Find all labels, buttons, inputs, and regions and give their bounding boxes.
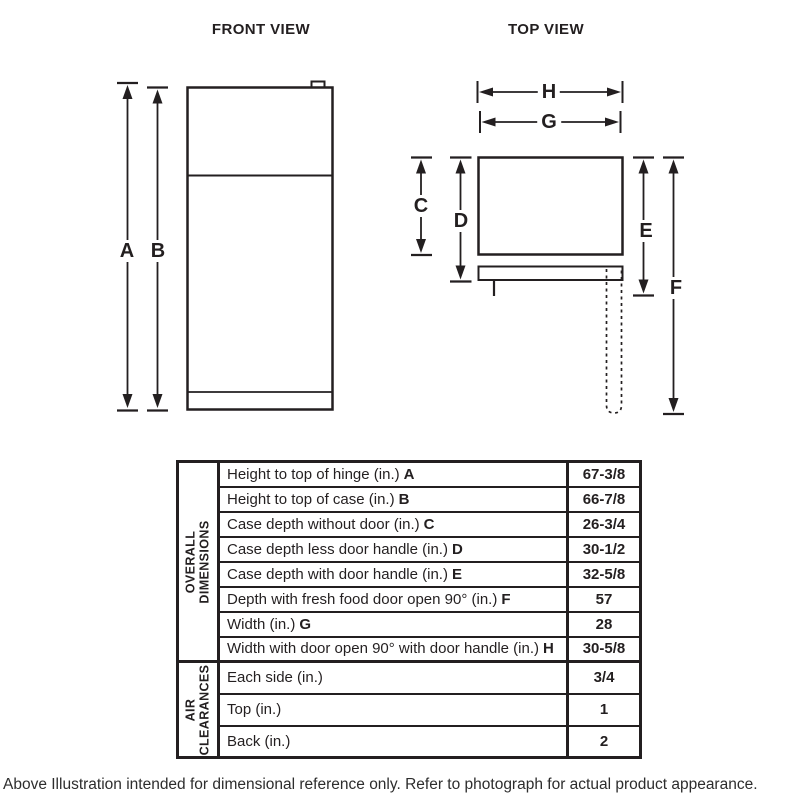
dim-row-value: 66-7/8 [568,487,641,512]
dim-row-value: 30-1/2 [568,537,641,562]
dim-row-value: 57 [568,587,641,612]
dim-label-d: D [450,210,472,232]
dim-letter: B [398,490,410,508]
dim-label-text: Height to top of case (in.) [227,490,395,508]
dim-label-text: Back (in.) [227,732,291,750]
dim-row-label [219,637,568,662]
footnote: Above Illustration intended for dimensional reference only. Refer to photograph for actual product appearance. [3,776,758,793]
fridge-top-door [479,267,623,281]
table-row [178,612,641,637]
dim-letter: D [451,540,463,558]
table-row [178,726,641,758]
dim-label-text: Depth with fresh food door open 90° (in.) [227,590,498,608]
dim-row-label [219,562,568,587]
section-header-overall-dimensions [178,462,219,662]
fridge-hinge [312,82,325,88]
dim-row-label [219,726,568,758]
dimensions-table-wrap [176,460,642,759]
dim-row-value: 3/4 [568,662,641,694]
section-header-text: OVERALL DIMENSIONS [183,519,212,604]
dim-row-label [219,694,568,726]
door-swing-dashed [607,269,622,413]
fridge-front-outline [188,88,333,410]
dim-letter: A [403,465,415,483]
dim-letter: G [299,615,312,633]
dim-label-text: Height to top of hinge (in.) [227,465,400,483]
dim-label-c: C [410,195,432,217]
dim-row-value: 26-3/4 [568,512,641,537]
dim-letter: C [423,515,435,533]
dim-row-label [219,512,568,537]
table-row [178,694,641,726]
dimensions-table [176,460,642,759]
dim-row-value: 1 [568,694,641,726]
dim-row-value: 28 [568,612,641,637]
dim-row-value: 32-5/8 [568,562,641,587]
dim-row-value: 2 [568,726,641,758]
dim-letter: E [451,565,462,583]
dim-label-text: Each side (in.) [227,669,323,687]
dim-label-b: B [147,240,169,262]
table-row [178,662,641,694]
table-row [178,637,641,662]
dim-letter: H [543,640,554,658]
dim-row-label [219,587,568,612]
table-row [178,587,641,612]
dim-row-label [219,487,568,512]
dim-label-text: Top (in.) [227,701,282,718]
dim-label-a: A [116,240,138,262]
dim-label-text: Width with door open 90° with door handle (in.) [227,640,540,658]
section-header-text: AIR CLEARANCES [183,664,212,755]
dim-row-value: 30-5/8 [568,637,641,662]
dim-label-h: H [538,81,560,103]
dim-letter: F [501,590,511,608]
top-view-title: TOP VIEW [508,21,584,38]
table-row [178,537,641,562]
section-header-air-clearances [178,662,219,758]
dim-label-text: Width (in.) [227,615,296,633]
dim-label-f: F [666,277,686,299]
dim-label-text: Case depth without door (in.) [227,515,420,533]
dim-label-text: Case depth less door handle (in.) [227,540,448,558]
dim-label-text: Case depth with door handle (in.) [227,565,448,583]
table-row [178,562,641,587]
dim-row-label [219,462,568,487]
dim-label-g: G [537,111,561,133]
dim-label-e: E [635,220,656,242]
table-row [178,487,641,512]
fridge-top-case [479,158,623,255]
dim-row-label [219,612,568,637]
dim-row-label [219,537,568,562]
table-row [178,462,641,487]
dim-row-label [219,662,568,694]
front-view-title: FRONT VIEW [211,21,311,38]
table-row [178,512,641,537]
dim-row-value: 67-3/8 [568,462,641,487]
